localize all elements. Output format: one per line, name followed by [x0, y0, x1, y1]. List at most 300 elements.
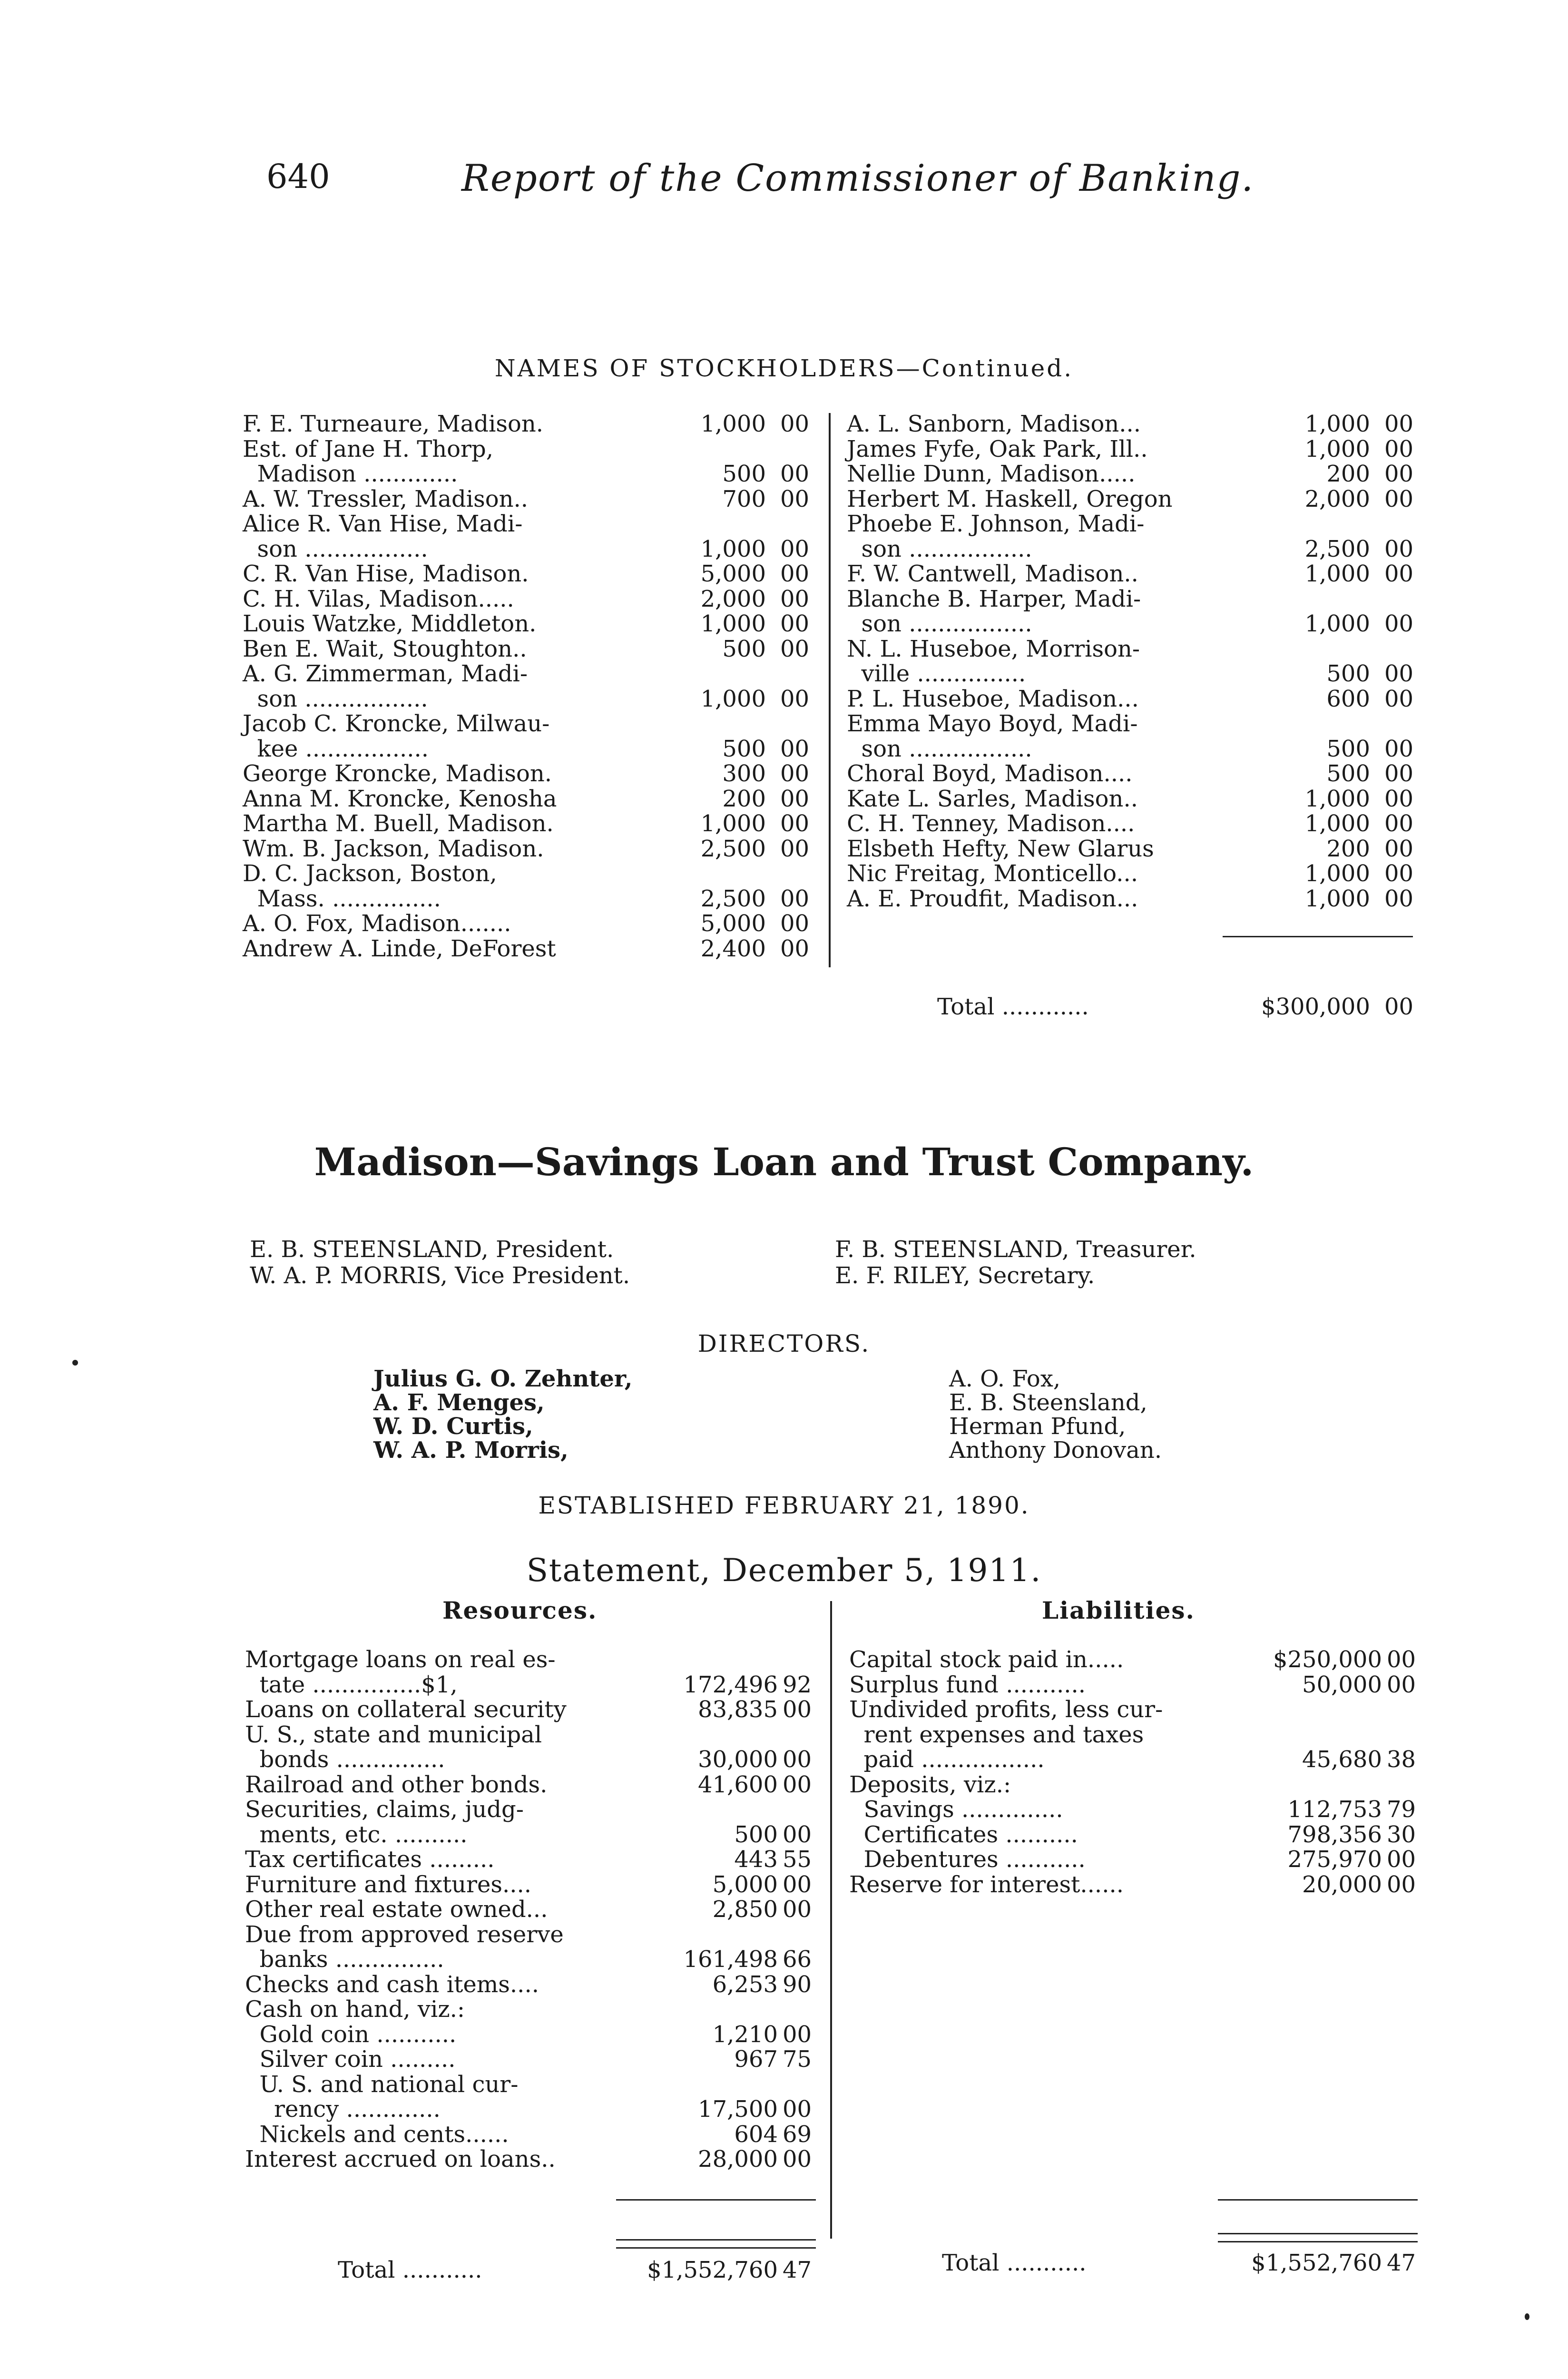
- established-line: ESTABLISHED FEBRUARY 21, 1890.: [538, 1492, 1030, 1519]
- ledger-row: [243, 936, 813, 962]
- directors-title: DIRECTORS.: [697, 1330, 871, 1357]
- resources-total-cents: 47: [783, 2257, 812, 2283]
- resources-total-amount: $1,552,760: [647, 2257, 778, 2283]
- entry-cents: 00: [1384, 760, 1414, 787]
- stockholders-left-column: [243, 412, 813, 961]
- entry-label: Tax certificates .........: [245, 1846, 495, 1873]
- ledger-row: [243, 611, 813, 637]
- entry-label: Surplus fund ...........: [849, 1671, 1086, 1698]
- entry-cents: 00: [1384, 810, 1414, 837]
- ledger-row: [243, 911, 813, 936]
- entry-label: Gold coin ...........: [245, 2021, 457, 2048]
- column-divider: [829, 413, 831, 967]
- ledger-row: [847, 761, 1427, 786]
- entry-label: Andrew A. Linde, DeForest: [243, 935, 556, 962]
- entry-cents: 00: [1387, 1871, 1416, 1898]
- entry-label: Furniture and fixtures....: [245, 1871, 532, 1898]
- entry-label: George Kroncke, Madison.: [243, 760, 552, 787]
- ledger-row: [243, 687, 813, 712]
- entry-label: Railroad and other bonds.: [245, 1771, 548, 1798]
- entry-label: A. L. Sanborn, Madison...: [847, 411, 1141, 437]
- ledger-row: [245, 2022, 825, 2047]
- entry-amount: 30,000: [698, 1746, 778, 1773]
- entry-cents: 00: [1384, 411, 1414, 437]
- officer-vice-president: W. A. P. MORRIS, Vice President.: [250, 1262, 630, 1289]
- entry-cents: 69: [783, 2121, 812, 2148]
- ledger-row: [243, 511, 813, 537]
- entry-label: Savings ..............: [849, 1796, 1063, 1823]
- ledger-row: [243, 886, 813, 912]
- ledger-row: [245, 1647, 825, 1672]
- resources-total-rule: [616, 2199, 816, 2201]
- entry-label: Jacob C. Kroncke, Milwau-: [243, 710, 550, 737]
- entry-amount: 5,000: [712, 1871, 778, 1898]
- ledger-row: [245, 1897, 825, 1922]
- entry-label: C. H. Tenney, Madison....: [847, 810, 1135, 837]
- ledger-row: [243, 836, 813, 862]
- resources-total-label: Total ...........: [338, 2257, 482, 2283]
- ledger-row: [847, 637, 1427, 662]
- liabilities-total-row: [849, 2201, 1430, 2326]
- entry-cents: 90: [783, 1971, 812, 1998]
- entry-amount: 112,753: [1287, 1796, 1382, 1823]
- entry-label: N. L. Huseboe, Morrison-: [847, 635, 1140, 662]
- entry-cents: 00: [780, 785, 810, 812]
- entry-amount: 45,680: [1302, 1746, 1382, 1773]
- entry-cents: 00: [1384, 610, 1414, 637]
- ledger-row: [847, 711, 1427, 737]
- director-name: W. A. P. Morris,: [373, 1437, 568, 1464]
- entry-amount: 300: [722, 760, 766, 787]
- entry-label: Silver coin .........: [245, 2046, 456, 2073]
- liabilities-heading: Liabilities.: [1042, 1596, 1195, 1624]
- entry-amount: 1,000: [1304, 810, 1370, 837]
- entry-label: Madison .............: [243, 461, 458, 487]
- entry-label: Wm. B. Jackson, Madison.: [243, 835, 544, 862]
- ledger-row: [847, 611, 1427, 637]
- entry-cents: 00: [780, 735, 810, 762]
- ledger-row: [849, 1672, 1430, 1698]
- entry-label: son .................: [847, 735, 1032, 762]
- entry-label: Nickels and cents......: [245, 2121, 509, 2148]
- ledger-row: [245, 1697, 825, 1722]
- entry-amount: 1,000: [1304, 785, 1370, 812]
- entry-label: Capital stock paid in.....: [849, 1646, 1124, 1673]
- entry-amount: 5,000: [700, 910, 766, 937]
- ledger-row: [245, 1872, 825, 1897]
- entry-label: rency .............: [245, 2096, 441, 2123]
- director-name: A. F. Menges,: [373, 1389, 545, 1416]
- director-name: Anthony Donovan.: [949, 1437, 1162, 1464]
- ledger-row: [847, 537, 1427, 562]
- entry-label: Alice R. Van Hise, Madi-: [243, 511, 523, 537]
- entry-label: ville ...............: [847, 660, 1026, 687]
- ledger-row: [847, 587, 1427, 612]
- entry-label: Cash on hand, viz.:: [245, 1996, 465, 2023]
- entry-cents: 00: [1384, 685, 1414, 712]
- entry-cents: 00: [780, 760, 810, 787]
- entry-cents: 00: [783, 2146, 812, 2173]
- entry-label: kee .................: [243, 735, 429, 762]
- stockholders-title: NAMES OF STOCKHOLDERS—Continued.: [494, 354, 1074, 382]
- ledger-row: [245, 2147, 825, 2172]
- entry-cents: 00: [1384, 535, 1414, 562]
- entry-amount: 2,500: [700, 885, 766, 912]
- entry-cents: 66: [783, 1946, 812, 1973]
- entry-cents: 75: [783, 2046, 812, 2073]
- entry-label: U. S., state and municipal: [245, 1721, 542, 1748]
- entry-label: A. G. Zimmerman, Madi-: [243, 660, 528, 687]
- ledger-row: [847, 511, 1427, 537]
- ledger-row: [243, 861, 813, 886]
- page-number: 640: [266, 157, 330, 196]
- ledger-row: [243, 761, 813, 786]
- ledger-row: [245, 2072, 825, 2097]
- entry-label: Debentures ...........: [849, 1846, 1086, 1873]
- entry-amount: 500: [722, 735, 766, 762]
- entry-cents: 00: [780, 910, 810, 937]
- ledger-row: [847, 561, 1427, 587]
- entry-amount: 5,000: [700, 560, 766, 587]
- entry-amount: 2,500: [700, 835, 766, 862]
- entry-amount: 1,210: [712, 2021, 778, 2048]
- ledger-row: [243, 811, 813, 836]
- ledger-row: [849, 1647, 1430, 1672]
- entry-label: Nic Freitag, Monticello...: [847, 860, 1138, 887]
- ledger-row: [243, 487, 813, 512]
- entry-amount: 443: [734, 1846, 778, 1873]
- entry-amount: 1,000: [1304, 560, 1370, 587]
- entry-label: A. E. Proudfit, Madison...: [847, 885, 1138, 912]
- ledger-row: [849, 1822, 1430, 1848]
- entry-cents: 79: [1387, 1796, 1416, 1823]
- entry-amount: 2,400: [700, 935, 766, 962]
- entry-cents: 00: [1384, 785, 1414, 812]
- ledger-row: [849, 1772, 1430, 1798]
- entry-amount: 28,000: [698, 2146, 778, 2173]
- entry-label: ments, etc. ..........: [245, 1821, 468, 1848]
- ledger-row: [245, 1672, 825, 1698]
- ledger-row: [847, 661, 1427, 687]
- entry-label: C. R. Van Hise, Madison.: [243, 560, 529, 587]
- entry-label: D. C. Jackson, Boston,: [243, 860, 497, 887]
- entry-label: Emma Mayo Boyd, Madi-: [847, 710, 1138, 737]
- entry-label: Phoebe E. Johnson, Madi-: [847, 511, 1145, 537]
- entry-cents: 00: [1384, 860, 1414, 887]
- total-amount: $300,000: [1261, 993, 1370, 1020]
- entry-cents: 00: [1387, 1671, 1416, 1698]
- director-name: Herman Pfund,: [949, 1413, 1126, 1440]
- entry-cents: 00: [780, 810, 810, 837]
- entry-cents: 00: [780, 461, 810, 487]
- ledger-row: [849, 1797, 1430, 1822]
- ledger-row: [245, 1797, 825, 1822]
- resources-list: [245, 1647, 825, 2172]
- entry-label: Est. of Jane H. Thorp,: [243, 435, 493, 462]
- entry-amount: 1,000: [700, 535, 766, 562]
- resources-total-row: [245, 2208, 825, 2333]
- entry-amount: 967: [734, 2046, 778, 2073]
- officer-treasurer: F. B. STEENSLAND, Treasurer.: [835, 1236, 1196, 1263]
- entry-label: son .................: [847, 535, 1032, 562]
- print-speck: [72, 1360, 78, 1366]
- entry-label: son .................: [243, 535, 428, 562]
- entry-label: Loans on collateral security: [245, 1696, 567, 1723]
- entry-cents: 00: [783, 1896, 812, 1923]
- entry-amount: 17,500: [698, 2096, 778, 2123]
- entry-amount: 500: [734, 1821, 778, 1848]
- entry-cents: 00: [783, 2096, 812, 2123]
- entry-label: C. H. Vilas, Madison.....: [243, 585, 514, 612]
- entry-amount: 700: [722, 485, 766, 512]
- ledger-row: [243, 412, 813, 437]
- ledger-row: [847, 437, 1427, 462]
- director-name: Julius G. O. Zehnter,: [373, 1366, 633, 1392]
- ledger-row: [849, 1747, 1430, 1772]
- entry-amount: 2,000: [700, 585, 766, 612]
- entry-cents: 00: [1384, 735, 1414, 762]
- entry-label: Reserve for interest......: [849, 1871, 1124, 1898]
- entry-label: Kate L. Sarles, Madison..: [847, 785, 1138, 812]
- entry-amount: 798,356: [1287, 1821, 1382, 1848]
- entry-cents: 00: [780, 535, 810, 562]
- statement-divider: [830, 1601, 832, 2239]
- entry-label: banks ...............: [245, 1946, 444, 1973]
- ledger-row: [243, 786, 813, 812]
- entry-amount: 500: [722, 461, 766, 487]
- entry-cents: 00: [783, 2021, 812, 2048]
- officer-secretary: E. F. RILEY, Secretary.: [835, 1262, 1095, 1289]
- running-title: Report of the Commissioner of Banking.: [461, 157, 1254, 200]
- entry-label: Ben E. Wait, Stoughton..: [243, 635, 527, 662]
- ledger-row: [245, 1747, 825, 1772]
- ledger-row: [243, 661, 813, 687]
- entry-amount: 1,000: [700, 610, 766, 637]
- entry-label: Nellie Dunn, Madison.....: [847, 461, 1136, 487]
- entry-amount: 1,000: [1304, 411, 1370, 437]
- ledger-row: [849, 1847, 1430, 1872]
- entry-label: P. L. Huseboe, Madison...: [847, 685, 1139, 712]
- ledger-row: [245, 1972, 825, 1997]
- entry-label: Louis Watzke, Middleton.: [243, 610, 537, 637]
- ledger-row: [245, 2097, 825, 2122]
- total-rule: [1223, 936, 1413, 937]
- entry-cents: 00: [780, 610, 810, 637]
- ledger-row: [847, 786, 1427, 812]
- entry-label: James Fyfe, Oak Park, Ill..: [847, 435, 1148, 462]
- entry-amount: 200: [1326, 835, 1370, 862]
- entry-amount: 50,000: [1302, 1671, 1382, 1698]
- entry-cents: 38: [1387, 1746, 1416, 1773]
- entry-cents: 00: [1384, 435, 1414, 462]
- entry-amount: 172,496: [683, 1671, 778, 1698]
- entry-cents: 00: [1387, 1846, 1416, 1873]
- entry-amount: 1,000: [700, 810, 766, 837]
- entry-cents: 00: [1387, 1646, 1416, 1673]
- entry-cents: 00: [783, 1746, 812, 1773]
- entry-cents: 00: [783, 1821, 812, 1848]
- entry-label: Mass. ...............: [243, 885, 441, 912]
- resources-heading: Resources.: [442, 1596, 598, 1624]
- entry-label: Other real estate owned...: [245, 1896, 548, 1923]
- entry-amount: 200: [1326, 461, 1370, 487]
- entry-amount: 6,253: [712, 1971, 778, 1998]
- ledger-row: [849, 1872, 1430, 1897]
- liabilities-total-label: Total ...........: [942, 2250, 1087, 2276]
- entry-cents: 00: [1384, 560, 1414, 587]
- ledger-row: [243, 561, 813, 587]
- ledger-row: [847, 861, 1427, 886]
- entry-amount: 500: [1326, 735, 1370, 762]
- entry-amount: 83,835: [698, 1696, 778, 1723]
- liabilities-list: [849, 1647, 1430, 1897]
- entry-label: paid .................: [849, 1746, 1045, 1773]
- entry-label: Checks and cash items....: [245, 1971, 539, 1998]
- entry-cents: 00: [780, 560, 810, 587]
- ledger-row: [245, 1922, 825, 1947]
- entry-amount: 20,000: [1302, 1871, 1382, 1898]
- ledger-row: [245, 1997, 825, 2022]
- entry-amount: 200: [722, 785, 766, 812]
- total-label: Total ............: [937, 993, 1089, 1020]
- ledger-row: [243, 587, 813, 612]
- ledger-row: [847, 811, 1427, 836]
- ledger-row: [245, 2047, 825, 2072]
- entry-label: son .................: [847, 610, 1032, 637]
- ledger-row: [245, 1947, 825, 1972]
- officer-president: E. B. STEENSLAND, President.: [250, 1236, 614, 1263]
- entry-label: Securities, claims, judg-: [245, 1796, 524, 1823]
- liabilities-double-rule: [1218, 2233, 1418, 2242]
- resources-double-rule: [616, 2239, 816, 2249]
- ledger-row: [847, 886, 1427, 912]
- entry-label: Deposits, viz.:: [849, 1771, 1011, 1798]
- entry-amount: 1,000: [1304, 610, 1370, 637]
- page-header: [257, 157, 1303, 209]
- director-name: W. D. Curtis,: [373, 1413, 533, 1440]
- entry-label: U. S. and national cur-: [245, 2071, 519, 2098]
- entry-amount: 1,000: [700, 411, 766, 437]
- entry-cents: 00: [780, 635, 810, 662]
- company-title: Madison—Savings Loan and Trust Company.: [314, 1140, 1254, 1184]
- ledger-row: [243, 637, 813, 662]
- ledger-row: [847, 412, 1427, 437]
- entry-label: Due from approved reserve: [245, 1921, 564, 1948]
- ledger-row: [245, 1822, 825, 1848]
- entry-amount: 1,000: [1304, 885, 1370, 912]
- entry-label: Blanche B. Harper, Madi-: [847, 585, 1141, 612]
- liabilities-total-cents: 47: [1387, 2250, 1416, 2276]
- entry-amount: 600: [1326, 685, 1370, 712]
- entry-label: rent expenses and taxes: [849, 1721, 1144, 1748]
- entry-amount: 1,000: [700, 685, 766, 712]
- entry-label: son .................: [243, 685, 428, 712]
- total-cents: 00: [1384, 993, 1414, 1020]
- entry-label: Choral Boyd, Madison....: [847, 760, 1133, 787]
- entry-cents: 55: [783, 1846, 812, 1873]
- entry-amount: 500: [722, 635, 766, 662]
- stockholders-total-row: [847, 944, 1427, 1070]
- ledger-row: [245, 1847, 825, 1872]
- entry-cents: 00: [783, 1696, 812, 1723]
- director-name: E. B. Steensland,: [949, 1389, 1147, 1416]
- entry-cents: 00: [780, 835, 810, 862]
- ledger-row: [245, 1772, 825, 1798]
- ledger-row: [243, 711, 813, 737]
- entry-cents: 00: [780, 685, 810, 712]
- entry-cents: 00: [780, 885, 810, 912]
- ledger-row: [847, 737, 1427, 762]
- ledger-row: [849, 1722, 1430, 1748]
- entry-amount: 1,000: [1304, 860, 1370, 887]
- entry-amount: 2,500: [1304, 535, 1370, 562]
- ledger-row: [243, 537, 813, 562]
- entry-amount: 2,850: [712, 1896, 778, 1923]
- entry-label: Elsbeth Hefty, New Glarus: [847, 835, 1154, 862]
- ledger-row: [847, 462, 1427, 487]
- liabilities-total-amount: $1,552,760: [1251, 2250, 1382, 2276]
- entry-cents: 00: [780, 485, 810, 512]
- entry-amount: 161,498: [683, 1946, 778, 1973]
- entry-label: Mortgage loans on real es-: [245, 1646, 556, 1673]
- entry-cents: 00: [1384, 660, 1414, 687]
- ledger-row: [245, 2122, 825, 2147]
- statement-title: Statement, December 5, 1911.: [526, 1552, 1042, 1589]
- entry-label: Martha M. Buell, Madison.: [243, 810, 554, 837]
- entry-cents: 92: [783, 1671, 812, 1698]
- entry-cents: 00: [783, 1771, 812, 1798]
- entry-amount: 2,000: [1304, 485, 1370, 512]
- ledger-row: [245, 1722, 825, 1748]
- entry-cents: 30: [1387, 1821, 1416, 1848]
- entry-label: Undivided profits, less cur-: [849, 1696, 1163, 1723]
- ledger-row: [847, 836, 1427, 862]
- ledger-row: [243, 737, 813, 762]
- entry-cents: 00: [780, 411, 810, 437]
- entry-amount: 41,600: [698, 1771, 778, 1798]
- entry-amount: 500: [1326, 760, 1370, 787]
- entry-label: bonds ...............: [245, 1746, 445, 1773]
- entry-label: Certificates ..........: [849, 1821, 1078, 1848]
- entry-amount: 275,970: [1287, 1846, 1382, 1873]
- entry-label: Herbert M. Haskell, Oregon: [847, 485, 1173, 512]
- ledger-row: [847, 687, 1427, 712]
- entry-cents: 00: [1384, 485, 1414, 512]
- entry-cents: 00: [780, 585, 810, 612]
- ledger-row: [243, 462, 813, 487]
- entry-cents: 00: [1384, 461, 1414, 487]
- ledger-row: [847, 487, 1427, 512]
- entry-label: F. W. Cantwell, Madison..: [847, 560, 1138, 587]
- print-speck: [1525, 2313, 1529, 2320]
- entry-amount: 1,000: [1304, 435, 1370, 462]
- entry-cents: 00: [1384, 835, 1414, 862]
- entry-cents: 00: [780, 935, 810, 962]
- entry-label: Interest accrued on loans..: [245, 2146, 556, 2173]
- entry-label: A. O. Fox, Madison.......: [243, 910, 511, 937]
- entry-cents: 00: [1384, 885, 1414, 912]
- director-name: A. O. Fox,: [949, 1366, 1061, 1392]
- entry-amount: $250,000: [1273, 1646, 1382, 1673]
- entry-amount: 500: [1326, 660, 1370, 687]
- ledger-row: [849, 1697, 1430, 1722]
- ledger-row: [243, 437, 813, 462]
- stockholders-right-column: [847, 412, 1427, 911]
- entry-amount: 604: [734, 2121, 778, 2148]
- entry-label: A. W. Tressler, Madison..: [243, 485, 529, 512]
- entry-label: Anna M. Kroncke, Kenosha: [243, 785, 557, 812]
- entry-label: tate ...............$1,: [245, 1671, 458, 1698]
